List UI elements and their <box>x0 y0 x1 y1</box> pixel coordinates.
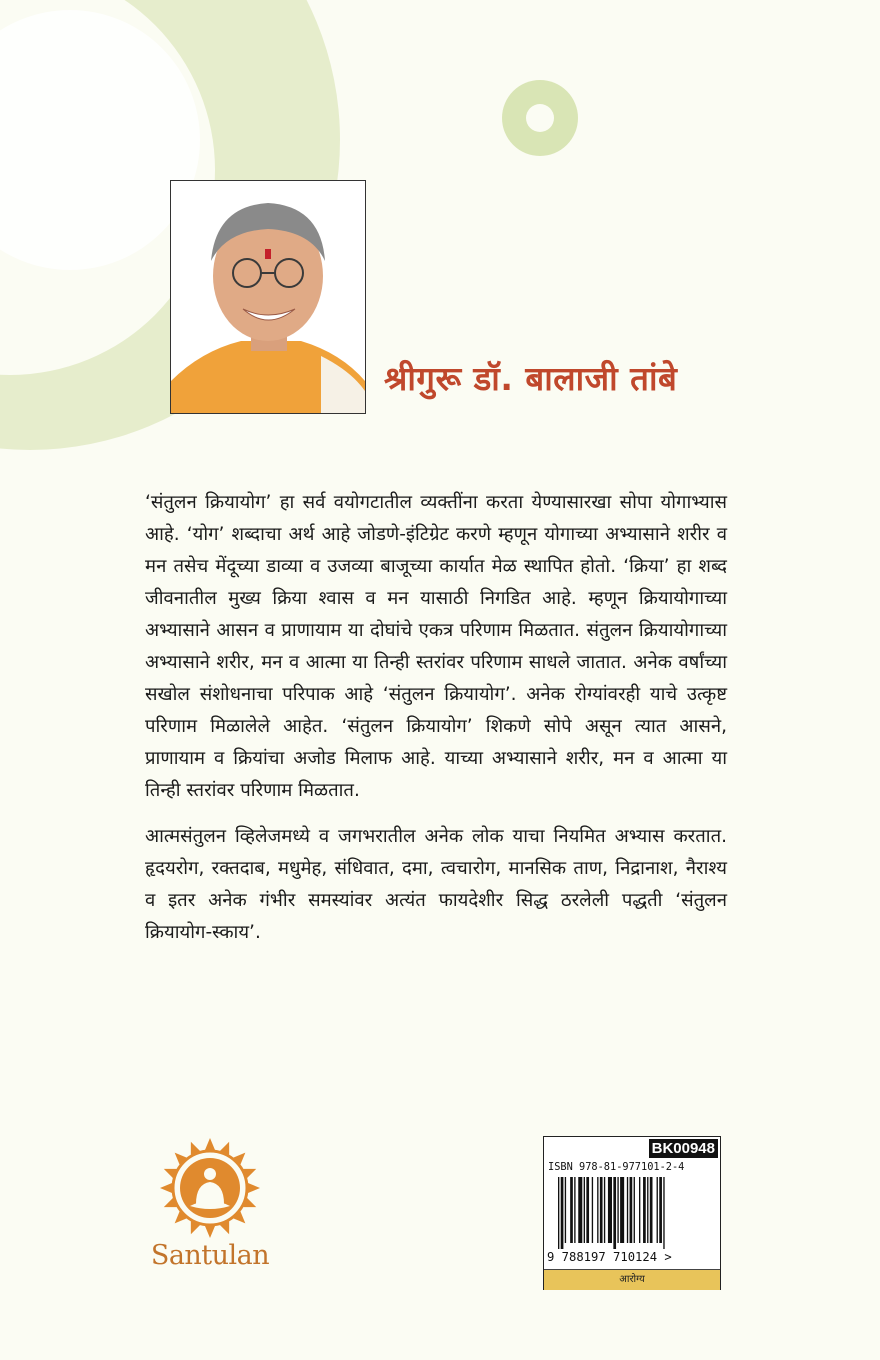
santulan-sun-logo-icon <box>150 1136 270 1240</box>
barcode-bar <box>627 1177 628 1243</box>
publisher-name: Santulan <box>150 1240 270 1271</box>
barcode-bar <box>630 1177 633 1243</box>
barcode-bar <box>643 1177 646 1243</box>
barcode-bar <box>608 1177 612 1243</box>
barcode-bar <box>565 1177 566 1243</box>
book-code: BK00948 <box>649 1139 718 1158</box>
barcode-bars <box>558 1177 708 1249</box>
isbn-text: ISBN 978-81-977101-2-4 <box>548 1161 685 1173</box>
barcode-bar <box>586 1177 589 1243</box>
barcode-bar <box>578 1177 582 1243</box>
barcode-bar <box>597 1177 598 1243</box>
barcode-bar <box>558 1177 559 1249</box>
barcode-bar <box>600 1177 603 1243</box>
barcode-bar <box>659 1177 662 1243</box>
barcode-bar <box>663 1177 664 1249</box>
barcode-bar <box>647 1177 648 1243</box>
barcode-bar <box>561 1177 564 1249</box>
barcode-bar <box>570 1177 573 1243</box>
barcode-bar <box>584 1177 585 1243</box>
blurb-paragraph: आत्मसंतुलन व्हिलेजमध्ये व जगभरातील अनेक लोक याचा नियमित अभ्यास करतात. हृदयरोग, रक्तदाब, मधुमेह, संधिवात, दमा, त्वचारोग, मानसिक ताण, निद्रानाश, नैराश्य व इतर अनेक गंभीर समस्यांवर अत्यंत फायदेशीर सिद्ध ठरलेली पद्धती ‘संतुलन क्रियायोग-स्काय’. <box>145 826 727 943</box>
publisher-logo <box>150 1136 270 1286</box>
barcode-bar <box>592 1177 593 1243</box>
author-portrait <box>170 180 366 414</box>
author-name: श्रीगुरू डॉ. बालाजी तांबे <box>384 359 678 398</box>
blurb-paragraph: ‘संतुलन क्रियायोग’ हा सर्व वयोगटातील व्यक्तींना करता येण्यासारखा सोपा योगाभ्यास आहे. ‘योग’ शब्दाचा अर्थ आहे जोडणे-इंटिग्रेट करणे म्हणून योगाच्या अभ्यासाने शरीर व मन तसेच मेंदूच्या डाव्या व उजव्या बाजूच्या कार्यात मेळ स्थापित होतो. ‘क्रिया’ हा शब्द जीवनातील मुख्य क्रिया श्वास व मन यासाठी निगडित आहे. म्हणून क्रियायोगाच्या अभ्यासाने आसन व प्राणायाम या दोघांचे एकत्र परिणाम मिळतात. संतुलन क्रियायोगाच्या अभ्यासाने शरीर, मन व आत्मा या तिन्ही स्तरांवर परिणाम साधले जातात. अनेक वर्षांच्या सखोल संशोधनाचा परिपाक आहे ‘संतुलन क्रियायोग’. अनेक रोग्यांवरही याचे उत्कृष्ट परिणाम मिळालेले आहेत. ‘संतुलन क्रियायोग’ शिकणे सोपे असून त्यात आसने, प्राणायाम व क्रियांचा अजोड मिलाफ आहे. याच्या अभ्यासाने शरीर, मन व आत्मा या तिन्ही स्तरांवर परिणाम मिळतात. <box>145 492 727 801</box>
barcode-bar <box>650 1177 653 1243</box>
category-label: आरोग्य <box>544 1269 720 1290</box>
barcode-bar <box>620 1177 624 1243</box>
barcode-bar <box>634 1177 635 1243</box>
barcode-bar <box>613 1177 616 1249</box>
barcode-bar <box>617 1177 618 1243</box>
barcode-bar <box>657 1177 658 1243</box>
barcode-digits: 9 788197 710124 > <box>547 1250 672 1264</box>
barcode-box <box>543 1136 721 1290</box>
blurb-text <box>145 487 727 963</box>
barcode-bar <box>639 1177 640 1243</box>
barcode-bar <box>604 1177 605 1243</box>
barcode-bar <box>574 1177 575 1243</box>
author-photo-icon <box>171 181 365 413</box>
